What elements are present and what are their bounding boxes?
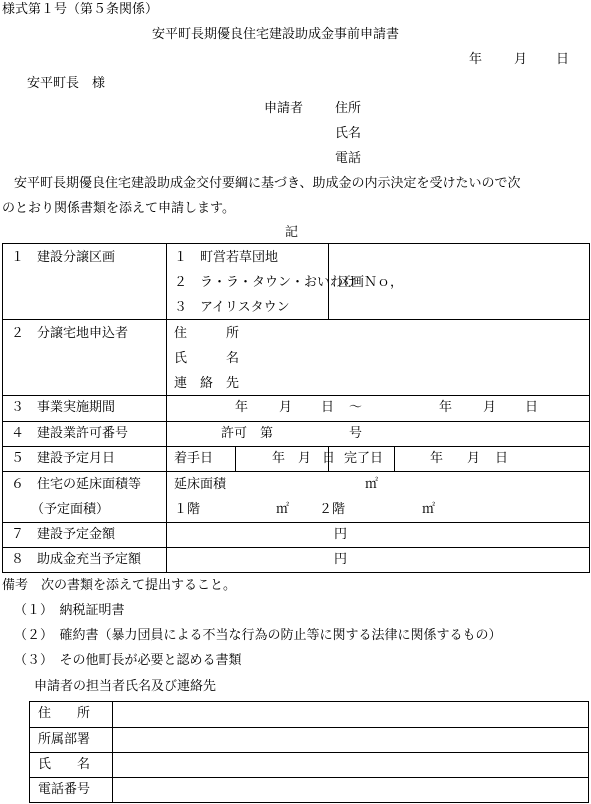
addressee: 安平町長 様 bbox=[27, 76, 106, 91]
end-day: 日 bbox=[495, 451, 509, 466]
note-item: （２） 確約書（暴力団員による不当な行為の防止等に関する法律に関係するもの） bbox=[14, 628, 502, 643]
row2-label: ２ 分譲宅地申込者 bbox=[11, 326, 129, 341]
period-start-year: 年 bbox=[235, 400, 249, 415]
application-table bbox=[2, 243, 590, 573]
contact-table-title: 申請者の担当者氏名及び連絡先 bbox=[34, 679, 217, 694]
ki-heading: 記 bbox=[285, 225, 299, 240]
table-row bbox=[30, 753, 589, 778]
form-label: 様式第１号（第５条関係） bbox=[2, 2, 159, 17]
period-tilde: ～ bbox=[349, 400, 363, 415]
notes-header: 備考 次の書類を添えて提出すること。 bbox=[2, 578, 237, 593]
table-row bbox=[30, 778, 589, 803]
period-end-year: 年 bbox=[439, 400, 453, 415]
floor1-unit: ㎡ bbox=[276, 502, 290, 517]
applicant-name-label: 氏名 bbox=[335, 126, 362, 141]
document-title: 安平町長期優良住宅建設助成金事前申請書 bbox=[152, 27, 400, 42]
subsidy-yen-unit: 円 bbox=[334, 552, 348, 567]
table-row bbox=[3, 396, 590, 422]
contact-name-value[interactable] bbox=[113, 753, 589, 778]
table-row bbox=[3, 447, 590, 472]
body-text-line-2: のとおり関係書類を添えて申請します。 bbox=[2, 201, 235, 216]
row1-label: １ 建設分譲区画 bbox=[11, 250, 116, 265]
applicant-address-label: 住所 bbox=[335, 101, 362, 116]
floor1-label: １階 bbox=[174, 502, 201, 517]
contact-address-label: 住 所 bbox=[38, 706, 91, 721]
body-text-line-1: 安平町長期優良住宅建設助成金交付要綱に基づき、助成金の内示決定を受けたいので次 bbox=[14, 176, 521, 191]
period-end-day: 日 bbox=[525, 400, 539, 415]
table-row bbox=[3, 244, 590, 320]
floor2-label: ２階 bbox=[319, 502, 346, 517]
total-floor-area-label: 延床面積 bbox=[174, 477, 227, 492]
table-row bbox=[30, 728, 589, 753]
date-year: 年 bbox=[469, 52, 483, 67]
buyer-name-label: 氏 名 bbox=[174, 351, 240, 366]
applicant-phone-label: 電話 bbox=[335, 151, 362, 166]
period-end-month: 月 bbox=[483, 400, 497, 415]
row7-label: ７ 建設予定金額 bbox=[11, 527, 116, 542]
contact-department-value[interactable] bbox=[113, 728, 589, 753]
date-day: 日 bbox=[556, 52, 570, 67]
row5-label: ５ 建設予定月日 bbox=[11, 451, 116, 466]
buyer-address-label: 住 所 bbox=[174, 326, 240, 341]
contact-address-value[interactable] bbox=[113, 702, 589, 728]
contact-table bbox=[29, 701, 589, 803]
end-year: 年 bbox=[430, 451, 444, 466]
option-lalatown: ２ ラ・ラ・タウン・おいわけ bbox=[174, 275, 357, 290]
date-month: 月 bbox=[514, 52, 528, 67]
cost-yen-unit: 円 bbox=[334, 527, 348, 542]
start-day: 日 bbox=[322, 451, 336, 466]
note-item: （３） その他町長が必要と認める書類 bbox=[14, 653, 242, 668]
table-row bbox=[3, 523, 590, 548]
row6-label: ６ 住宅の延床面積等 bbox=[11, 477, 142, 492]
end-month: 月 bbox=[467, 451, 481, 466]
table-row bbox=[30, 702, 589, 728]
period-start-month: 月 bbox=[279, 400, 293, 415]
start-date-label: 着手日 bbox=[174, 451, 214, 466]
contact-phone-value[interactable] bbox=[113, 778, 589, 803]
lot-number-label: 区画Ｎｏ， bbox=[338, 275, 404, 290]
total-area-unit: ㎡ bbox=[365, 477, 379, 492]
table-row bbox=[3, 320, 590, 396]
option-iristown: ３ アイリスタウン bbox=[174, 300, 290, 315]
period-start-day: 日 bbox=[321, 400, 335, 415]
table-row bbox=[3, 422, 590, 447]
buyer-contact-label: 連 絡 先 bbox=[174, 376, 240, 391]
note-item: （１） 納税証明書 bbox=[14, 603, 125, 618]
applicant-label: 申請者 bbox=[264, 101, 304, 116]
row3-label: ３ 事業実施期間 bbox=[11, 400, 116, 415]
contact-department-label: 所属部署 bbox=[38, 732, 91, 747]
start-year: 年 bbox=[272, 451, 286, 466]
option-wakakusa: １ 町営若草団地 bbox=[174, 250, 279, 265]
row8-label: ８ 助成金充当予定額 bbox=[11, 552, 142, 567]
table-row bbox=[3, 548, 590, 573]
row4-label: ４ 建設業許可番号 bbox=[11, 426, 129, 441]
contact-phone-label: 電話番号 bbox=[38, 782, 91, 797]
table-row bbox=[3, 472, 590, 523]
permit-label: 許可 第 bbox=[221, 426, 274, 441]
permit-number-suffix: 号 bbox=[349, 426, 363, 441]
row6-sublabel: （予定面積） bbox=[31, 502, 110, 517]
contact-name-label: 氏 名 bbox=[38, 757, 91, 772]
start-month: 月 bbox=[298, 451, 312, 466]
end-date-label: 完了日 bbox=[344, 451, 384, 466]
floor2-unit: ㎡ bbox=[422, 502, 436, 517]
